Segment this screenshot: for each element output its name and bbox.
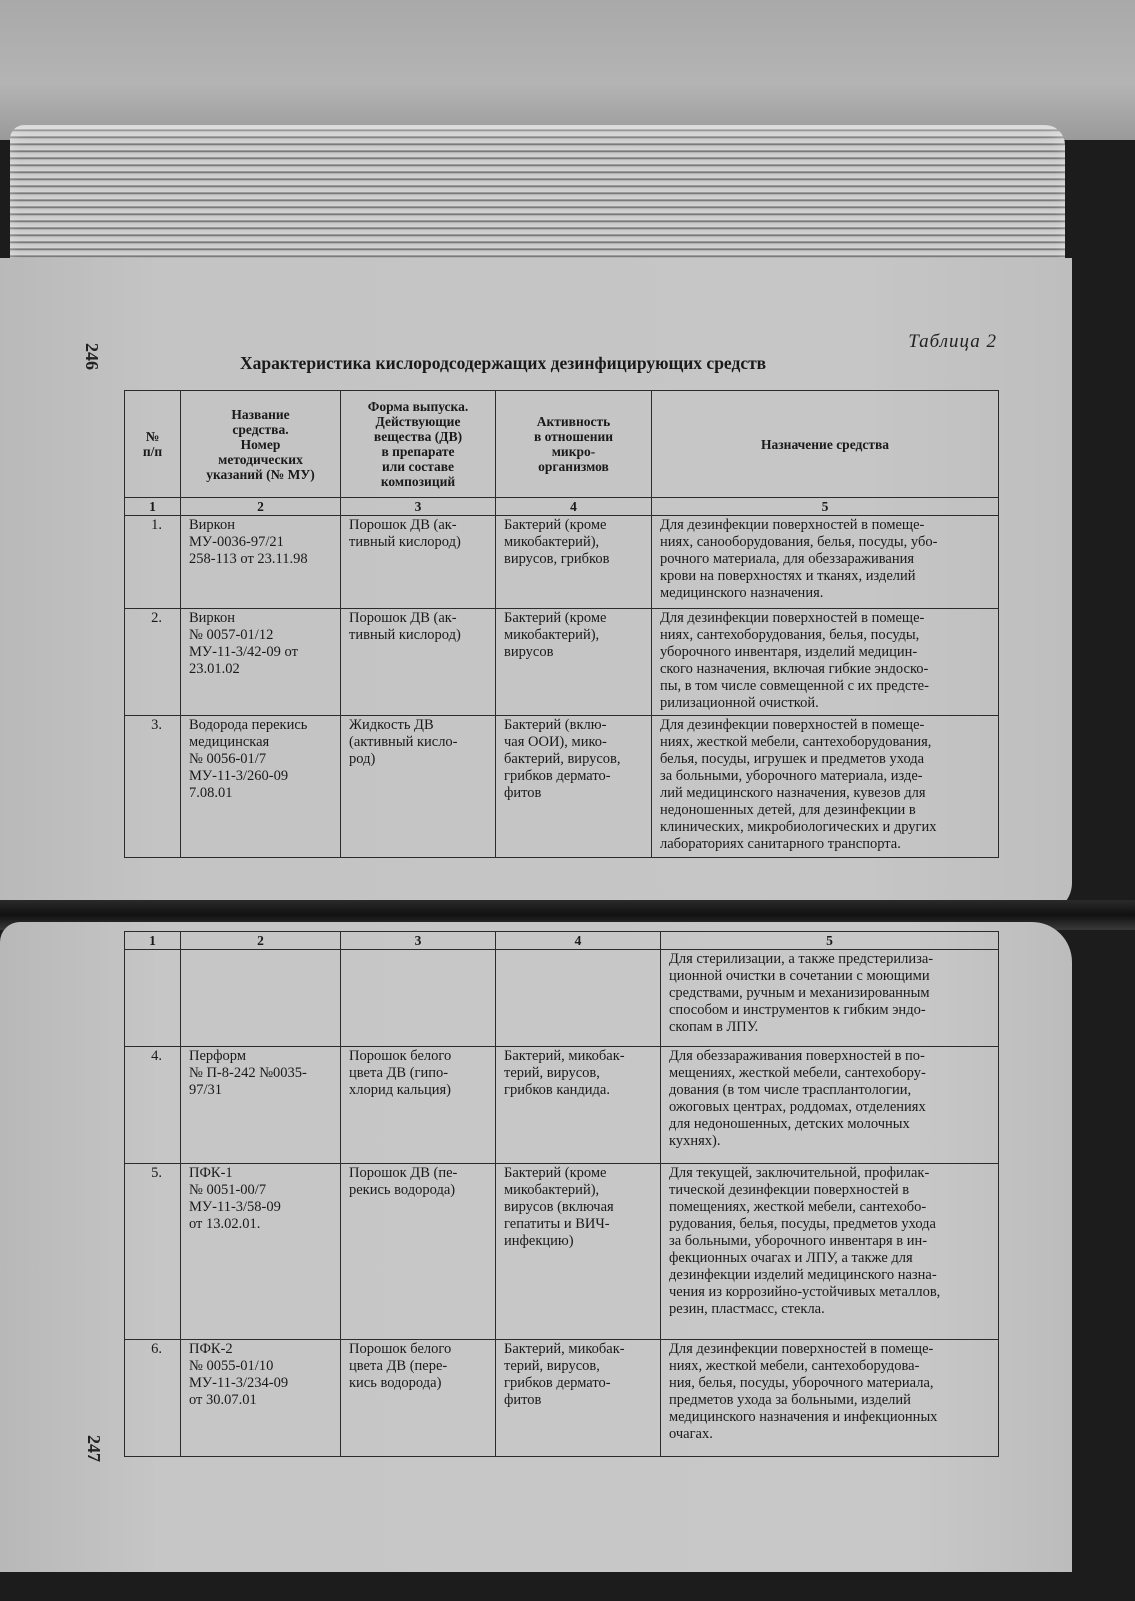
table-row: [125, 950, 999, 1047]
row-form: [341, 950, 496, 1047]
row-name: Перформ № П-8-242 №0035- 97/31: [181, 1047, 341, 1164]
row-name: Водорода перекись медицинская № 0056-01/7 МУ-11-3/260-09 7.08.01: [181, 716, 341, 858]
table-row: [125, 516, 999, 609]
page-number-top: 246: [82, 343, 102, 370]
book-page-edges: [10, 125, 1065, 265]
row-name: Виркон № 0057-01/12 МУ-11-3/42-09 от 23.01.02: [181, 609, 341, 716]
table-row: [125, 609, 999, 716]
row-purpose: Для дезинфекции поверхностей в помеще- ниях, сантехоборудования, белья, посуды, уборочного инвентаря, изделий медицин- ского назначения, включая гибкие эндоско- пы, в том числе совмещенной с их предсте- рилизационной очисткой.: [652, 609, 999, 716]
row-num: [125, 950, 181, 1047]
table-row: [125, 1164, 999, 1340]
row-num: 2.: [125, 609, 181, 716]
row-form: Порошок ДВ (пе- рекись водорода): [341, 1164, 496, 1340]
row-activity: [496, 950, 661, 1047]
column-numbers-row: [125, 498, 999, 516]
row-num: 3.: [125, 716, 181, 858]
header-purpose: Назначение средства: [652, 391, 999, 498]
disinfectants-table-part2: [124, 931, 999, 1457]
row-name: Виркон МУ-0036-97/21 258-113 от 23.11.98: [181, 516, 341, 609]
header-num: № п/п: [125, 391, 181, 498]
header-activity: Активность в отношении микро- организмов: [496, 391, 652, 498]
row-purpose: Для стерилизации, а также предстерилиза- ционной очистки в сочетании с моющими средствами, ручным и механизированным способом и инструментов к гибким эндо- скопам в ЛПУ.: [661, 950, 999, 1047]
header-form: Форма выпуска. Действующие вещества (ДВ) в препарате или составе композиций: [341, 391, 496, 498]
row-num: 4.: [125, 1047, 181, 1164]
background-top: [0, 0, 1135, 140]
row-purpose: Для дезинфекции поверхностей в помеще- ниях, жесткой мебели, сантехоборудова- ния, белья, посуды, уборочного материала, предметов ухода за больными, изделий медицинского назначения и инфекционных очагах.: [661, 1340, 999, 1457]
table-row: [125, 1340, 999, 1457]
row-num: 6.: [125, 1340, 181, 1457]
row-activity: Бактерий (вклю- чая ООИ), мико- бактерий, вирусов, грибков дермато- фитов: [496, 716, 652, 858]
row-purpose: Для текущей, заключительной, профилак- тической дезинфекции поверхностей в помещениях, жесткой мебели, сантехобо- рудования, белья, посуды, предметов ухода за больными, уборочного инвентаря в ин- фекционных очагах и ЛПУ, а также для дезинфекции изделий медицинского назна- чения из коррозийно-устойчивых металлов, резин, пластмасс, стекла.: [661, 1164, 999, 1340]
column-number: 5: [661, 932, 999, 950]
column-number: 4: [496, 932, 661, 950]
column-number: 2: [181, 498, 341, 516]
table-title: Характеристика кислородсодержащих дезинфицирующих средств: [240, 353, 767, 373]
disinfectants-table-part1: [124, 390, 999, 858]
row-name: ПФК-1 № 0051-00/7 МУ-11-3/58-09 от 13.02.01.: [181, 1164, 341, 1340]
row-activity: Бактерий (кроме микобактерий), вирусов (включая гепатиты и ВИЧ- инфекцию): [496, 1164, 661, 1340]
row-purpose: Для обеззараживания поверхностей в по- мещениях, жесткой мебели, сантехобору- дования (в том числе трасплантологии, ожоговых центрах, роддомах, отделениях для недоношенных, детских молочных кухнях).: [661, 1047, 999, 1164]
row-activity: Бактерий, микобак- терий, вирусов, грибков дермато- фитов: [496, 1340, 661, 1457]
table-caption: Таблица 2: [908, 331, 997, 352]
row-form: Порошок ДВ (ак- тивный кислород): [341, 609, 496, 716]
row-name: [181, 950, 341, 1047]
column-number: 1: [125, 498, 181, 516]
column-number: 3: [341, 498, 496, 516]
header-name: Название средства. Номер методических указаний (№ МУ): [181, 391, 341, 498]
row-form: Порошок белого цвета ДВ (пере- кись водорода): [341, 1340, 496, 1457]
column-number: 4: [496, 498, 652, 516]
table-row: [125, 716, 999, 858]
table-header-row: [125, 391, 999, 498]
column-number: 5: [652, 498, 999, 516]
row-activity: Бактерий (кроме микобактерий), вирусов, грибков: [496, 516, 652, 609]
column-number: 3: [341, 932, 496, 950]
row-form: Жидкость ДВ (активный кисло- род): [341, 716, 496, 858]
row-name: ПФК-2 № 0055-01/10 МУ-11-3/234-09 от 30.07.01: [181, 1340, 341, 1457]
row-activity: Бактерий (кроме микобактерий), вирусов: [496, 609, 652, 716]
table-row: [125, 1047, 999, 1164]
row-purpose: Для дезинфекции поверхностей в помеще- ниях, жесткой мебели, сантехоборудования, белья, посуды, игрушек и предметов ухода за больными, уборочного материала, изде- лий медицинского назначения, кувезов для недоношенных детей, для дезинфекции в клинических, микробиологических и других лабораториях санитарного транспорта.: [652, 716, 999, 858]
row-num: 5.: [125, 1164, 181, 1340]
column-number: 2: [181, 932, 341, 950]
column-numbers-row: [125, 932, 999, 950]
row-activity: Бактерий, микобак- терий, вирусов, грибков кандида.: [496, 1047, 661, 1164]
row-purpose: Для дезинфекции поверхностей в помеще- ниях, санооборудования, белья, посуды, убо- рочного материала, для обеззараживания крови на поверхностях и тканях, изделий медицинского назначения.: [652, 516, 999, 609]
row-form: Порошок ДВ (ак- тивный кислород): [341, 516, 496, 609]
row-num: 1.: [125, 516, 181, 609]
column-number: 1: [125, 932, 181, 950]
row-form: Порошок белого цвета ДВ (гипо- хлорид кальция): [341, 1047, 496, 1164]
page-number-bottom: 247: [84, 1435, 104, 1462]
